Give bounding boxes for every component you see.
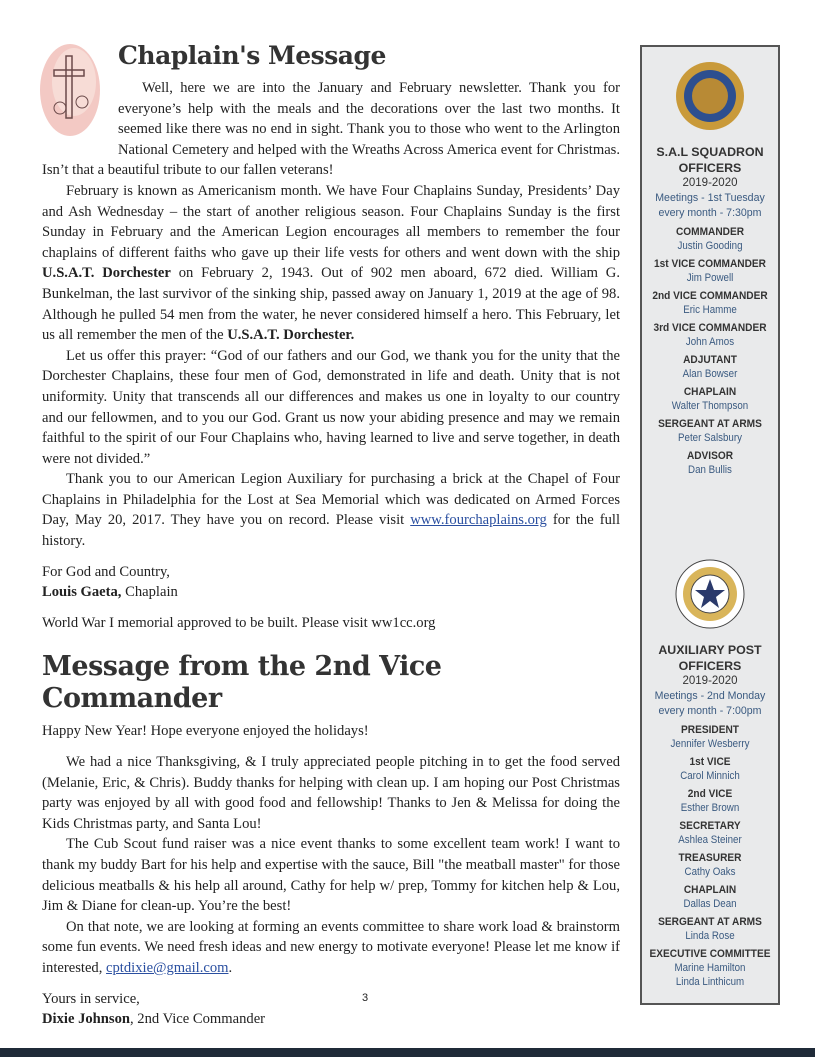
officer-role: ADJUTANT [683,354,737,366]
officer-role: SECRETARY [679,820,741,832]
officer-role: CHAPLAIN [683,884,737,896]
sal-heading: S.A.L SQUADRON [656,145,764,159]
aux-meetings: Meetings - 2nd Monday [654,690,766,702]
vice-intro: Happy New Year! Hope everyone enjoyed the holidays! [42,723,369,740]
sal-meetings-time: every month - 7:30pm [658,207,762,219]
officer-role: 3rd VICE COMMANDER [653,322,767,334]
officer-name: Justin Gooding [677,240,743,252]
aux-heading-2: OFFICERS [678,659,742,673]
vice-title: Message from the 2nd Vice Commander [42,651,442,715]
text: The Cub Scout fund raiser was a nice event thanks to some excellent team work! I want to thank my buddy Bart for his help and expertise with the sauce, Bill "the meatball master" for those delicious meatballs & his help all around, Cathy for help w/ prep, Tommy for kitchen help & Lou, Jim & Diane for clean-up. You’re the best! [42,836,620,915]
paragraph [42,346,620,470]
vice-signature [42,1009,620,1030]
aux-meetings-time: every month - 7:00pm [658,705,762,717]
sal-officer-list [642,225,778,477]
officer-name: Marine Hamilton [674,962,746,974]
officer-name: John Amos [685,336,735,348]
text: for the full history. [42,512,620,550]
text: on February 2, 1943. Out of 902 men aboard, 672 died. William G. Bunkelman, the last survivor of the sinking ship, passed away on January 1, 2019 at the age of 98. Although he pulled 54 men from the water, he never considered himself a hero. This February, let us all remember the men of the [42,265,620,344]
cross-icon [38,42,102,138]
sons-of-american-legion-emblem [675,61,745,131]
officer-name: Linda Rose [685,930,735,942]
chaplain-signature [42,582,620,603]
officer-name: Dallas Dean [683,898,737,910]
american-legion-auxiliary-emblem [675,559,745,629]
text: On that note, we are looking at forming an events committee to share work load & brainstorm some fun events. We need fresh ideas and new energy to motivate everyone! Please let me know if interested, [42,918,620,976]
paragraph [42,834,620,916]
officer-name: Alan Bowser [682,368,738,380]
link[interactable]: www.fourchaplains.org [410,512,547,529]
officer-name: Eric Hamme [683,304,737,316]
officer-name: Jim Powell [686,272,734,284]
text: February is known as Americanism month. We have Four Chaplains Sunday, Presidents’ Day and Ash Wednesday – the start of another religious season. Four Chaplains Sunday is the first Sunday in February and the American Legion encourages all members to remember the four chaplains of different faiths who gave up their life vests for others and went down with the ship [42,182,620,261]
officer-role: CHAPLAIN [683,386,737,398]
officer-name: Carol Minnich [680,770,740,782]
officer-role: 2nd VICE [687,788,733,800]
officer-role: PRESIDENT [681,724,739,736]
officer-role: ADVISOR [686,450,734,462]
paragraph [42,917,620,979]
vice-closing: Yours in service, [42,990,140,1007]
chaplain-body [42,78,620,552]
paragraph [42,181,620,346]
officer-name: Linda Linthicum [675,976,745,988]
chaplain-title: Chaplain's Message [118,41,386,70]
vice-body [42,752,620,979]
text: Let us offer this prayer: “God of our fathers and our God, we thank you for the unity that the Dorchester Chaplains, these four men of God, demonstrated in life and death. Unity that is not uniformity. Unity that transcends all our differences and makes us one in loyalty to our country and our fellowmen, and to you our God. Grant us now your abiding presence and may we remain faithful to the spirit of our Four Chaplains who, having learned to live and serve together, in death were not divided.” [42,347,620,467]
bold-text: U.S.A.T. Dorchester [42,265,171,282]
signer-title: Chaplain [121,584,178,601]
officer-name: Esther Brown [680,802,740,814]
officer-role: 2nd VICE COMMANDER [652,290,768,302]
officer-role: EXECUTIVE COMMITTEE [649,948,771,960]
sal-meetings: Meetings - 1st Tuesday [655,192,765,204]
signer-name: Dixie Johnson [42,1011,130,1028]
main-column [42,40,620,1030]
officer-name: Peter Salsbury [678,432,742,444]
memorial-note: World War I memorial approved to be built. Please visit ww1cc.org [42,614,436,631]
text: We had a nice Thanksgiving, & I truly appreciated people pitching in to get the food served (Melanie, Eric, & Chris). Buddy thanks for helping with clean up. I am hoping our Post Christmas party was enjoyed by all with good food and fellowship! Thanks to Jen & Melissa for doing the Kids Christmas party, and Santa Lou! [42,754,620,832]
text: Well, here we are into the January and February newsletter. Thank you for everyone’s help with the meals and the decorations over the last two months. It seemed like there was no end in sight. Thank you to those who went to the Arlington National Cemetery and helped with the Wreaths Across America event for Christmas. Isn’t that a beautiful tribute to our fallen veterans! [42,80,620,179]
officer-role: SERGEANT AT ARMS [658,418,762,430]
signer-name: Louis Gaeta, [42,584,122,601]
aux-officer-list [642,723,778,989]
paragraph [42,78,620,181]
text: Thank you to our American Legion Auxiliary for purchasing a brick at the Chapel of Four Chaplains in Philadelphia for the Lost at Sea Memorial which was dedicated on Armed Forces Day, May 20, 2017. They have you on record. Please visit [42,471,620,529]
text: . [228,959,233,976]
footer-bar [0,1048,815,1057]
sal-years: 2019-2020 [682,177,738,189]
officer-role: 1st VICE [689,756,731,768]
paragraph [42,752,620,834]
officer-role: COMMANDER [675,226,745,238]
aux-heading: AUXILIARY POST [658,643,762,657]
officer-name: Jennifer Wesberry [670,738,750,750]
officer-role: SERGEANT AT ARMS [658,916,762,928]
sal-heading-2: OFFICERS [678,161,742,175]
bold-text: U.S.A.T. Dorchester. [227,327,355,344]
officer-name: Walter Thompson [671,400,749,412]
aux-years: 2019-2020 [682,675,738,687]
signer-title: , 2nd Vice Commander [130,1011,266,1028]
officer-role: 1st VICE COMMANDER [654,258,766,270]
paragraph [42,469,620,551]
officer-name: Dan Bullis [688,464,732,476]
chaplain-closing: For God and Country, [42,563,170,580]
link[interactable]: cptdixie@gmail.com [106,959,229,976]
officer-name: Cathy Oaks [684,866,736,878]
officers-sidebar [640,45,780,1005]
officer-name: Ashlea Steiner [678,834,742,846]
officer-role: TREASURER [678,852,742,864]
page-number: 3 [362,992,369,1004]
